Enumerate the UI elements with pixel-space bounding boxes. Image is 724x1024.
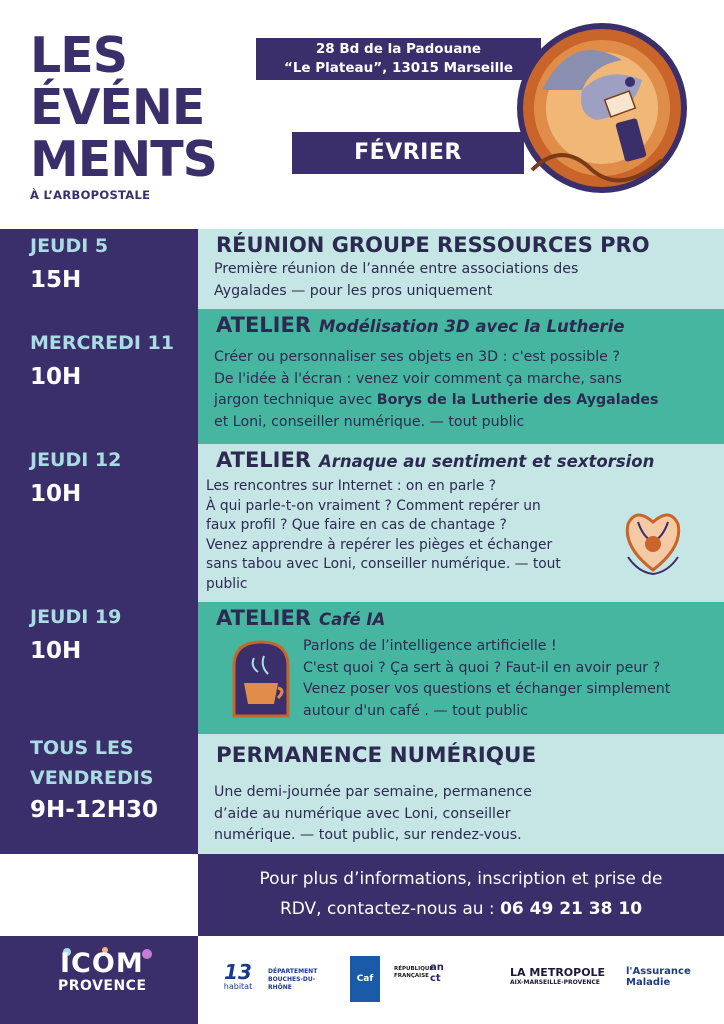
- event-4-line: Parlons de l’intelligence artificielle !: [303, 638, 557, 654]
- event-1: [198, 229, 724, 309]
- event-4-line: C'est quoi ? Ça sert à quoi ? Faut-il en avoir peur ?: [303, 659, 661, 676]
- event-3-line: Venez apprendre à repérer les pièges et échanger: [206, 536, 553, 553]
- contact-line-2-text: RDV, contactez-nous au :: [279, 899, 501, 919]
- phone-number[interactable]: 06 49 21 38 10: [500, 899, 643, 919]
- event-3-line: Les rencontres sur Internet : on en parle ?: [206, 478, 497, 494]
- title-line-2: ÉVÉNE: [30, 79, 205, 136]
- event-1-title: RÉUNION GROUPE RESSOURCES PRO: [216, 233, 650, 257]
- pigeon-emblem-icon: [512, 20, 692, 195]
- event-2-line: Créer ou personnaliser ses objets en 3D : c'est possible ?: [214, 349, 620, 365]
- contact-line-1: Pour plus d’informations, inscription et prise de: [259, 869, 663, 889]
- habitat-logo: [218, 962, 258, 991]
- event-3-line: faux profil ? Que faire en cas de chantage ?: [206, 517, 507, 534]
- event-3: [198, 444, 724, 602]
- event-3-time: 10H: [30, 481, 82, 507]
- month-banner: FÉVRIER: [292, 132, 524, 174]
- event-2-title: [216, 313, 625, 337]
- anct-logo: an ct: [430, 962, 444, 984]
- icom-logo-sub: PROVENCE: [58, 978, 147, 994]
- contact-footer: [198, 854, 724, 936]
- schedule-sidebar: [0, 229, 198, 854]
- icom-logo-area: [0, 936, 198, 1024]
- title-line-1: LES: [30, 27, 127, 84]
- event-1-line: Aygalades — pour les pros uniquement: [214, 282, 493, 299]
- event-3-line: sans tabou avec Loni, conseiller numérique. — tout: [206, 556, 561, 573]
- event-4-title: [216, 606, 385, 630]
- habitat-number: 13: [224, 960, 252, 984]
- event-4-day: JEUDI 19: [30, 606, 122, 628]
- contact-line-2: [198, 894, 724, 924]
- event-5-line: numérique. — tout public, sur rendez-vous.: [214, 827, 522, 843]
- event-5: [198, 734, 724, 854]
- icom-logo-text: ICOM: [60, 948, 144, 979]
- assurance-name-2: Maladie: [626, 977, 671, 988]
- address-banner: [256, 38, 541, 80]
- event-2-title-sub: Modélisation 3D avec la Lutherie: [319, 317, 625, 336]
- assurance-name: l'Assurance: [626, 966, 691, 977]
- event-2-line-pre: jargon technique avec: [214, 392, 377, 408]
- event-3-line: public: [206, 575, 248, 592]
- heart-ornament-icon: [618, 502, 688, 577]
- event-4: [198, 602, 724, 734]
- coffee-cup-icon: [230, 638, 292, 718]
- title-line-3: MENTS: [30, 131, 217, 188]
- event-1-day: JEUDI 5: [30, 235, 109, 257]
- event-5-time: 9H-12H30: [30, 797, 159, 823]
- event-3-description: [206, 477, 561, 595]
- event-2: [198, 309, 724, 444]
- partner-logos: [198, 936, 724, 1024]
- event-3-title: [216, 448, 654, 472]
- event-1-line: Première réunion de l’année entre associations des: [214, 261, 579, 277]
- event-5-title: PERMANENCE NUMÉRIQUE: [216, 743, 537, 768]
- event-2-description: [214, 347, 658, 433]
- event-5-line: d’aide au numérique avec Loni, conseiller: [214, 805, 511, 822]
- event-3-day: JEUDI 12: [30, 449, 122, 471]
- event-4-time: 10H: [30, 638, 82, 664]
- event-4-title-sub: Café IA: [319, 610, 386, 629]
- habitat-label: habitat: [223, 982, 253, 991]
- metropole-name: LA METROPOLE: [510, 966, 606, 979]
- department-logo: DÉPARTEMENT BOUCHES-DU-RHÔNE: [268, 968, 318, 991]
- page-subtitle: À L’ARBOPOSTALE: [30, 188, 151, 202]
- event-5-day-line-1: TOUS LES: [30, 737, 134, 759]
- page-title: [30, 27, 217, 188]
- caf-logo: Caf: [350, 956, 380, 1002]
- metropole-region: AIX-MARSEILLE-PROVENCE: [510, 979, 600, 986]
- event-5-description: [214, 782, 532, 847]
- event-4-line: Venez poser vos questions et échanger simplement: [303, 681, 671, 697]
- event-4-line: autour d'un café . — tout public: [303, 702, 529, 719]
- event-2-day: MERCREDI 11: [30, 332, 174, 354]
- event-2-time: 10H: [30, 364, 82, 390]
- event-2-title-main: ATELIER: [216, 313, 312, 337]
- event-1-time: 15H: [30, 267, 82, 293]
- assurance-maladie-logo: [626, 966, 721, 988]
- event-1-description: [214, 259, 578, 302]
- event-4-description: [303, 636, 670, 722]
- event-2-partner: Borys de la Lutherie des Aygalades: [376, 392, 659, 408]
- address-line-1: 28 Bd de la Padouane: [315, 41, 482, 57]
- event-3-title-sub: Arnaque au sentiment et sextorsion: [319, 452, 655, 471]
- event-3-line: À qui parle-t-on vraiment ? Comment repérer un: [206, 497, 541, 514]
- event-2-line: [214, 390, 658, 412]
- event-5-day-line-2: VENDREDIS: [30, 767, 154, 789]
- address-line-2: “Le Plateau”, 13015 Marseille: [283, 60, 514, 76]
- event-4-title-main: ATELIER: [216, 606, 312, 630]
- republique-logo: RÉPUBLIQUE FRANÇAISE: [394, 966, 434, 979]
- event-2-line: et Loni, conseiller numérique. — tout public: [214, 413, 525, 430]
- event-5-line: Une demi-journée par semaine, permanence: [214, 784, 532, 800]
- metropole-logo: [510, 966, 620, 986]
- event-2-line: De l'idée à l'écran : venez voir comment ça marche, sans: [214, 370, 622, 387]
- event-3-title-main: ATELIER: [216, 448, 312, 472]
